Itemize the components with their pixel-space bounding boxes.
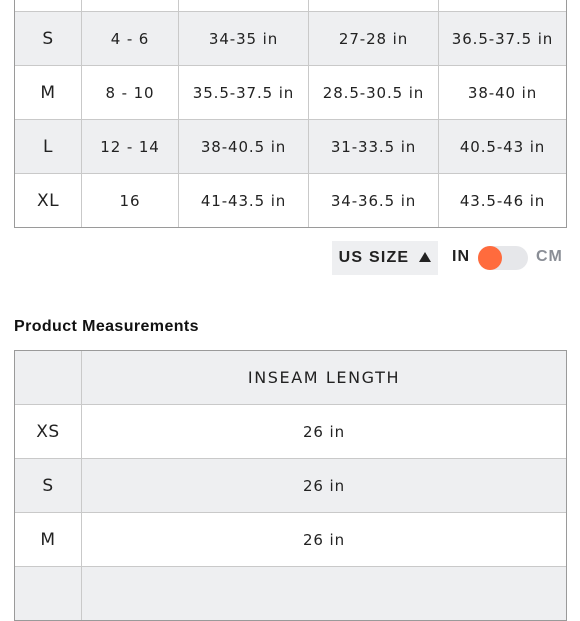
- us-size-cell: 8 - 10: [82, 66, 179, 120]
- size-cell: M: [15, 513, 82, 567]
- measurement-cell: 40.5-43 in: [439, 120, 567, 174]
- size-cell: S: [15, 12, 82, 66]
- section-heading: Product Measurements: [14, 318, 199, 335]
- table-row: [15, 12, 567, 66]
- corner-cell: [15, 351, 82, 405]
- table-row: [15, 120, 567, 174]
- table-row: [15, 66, 567, 120]
- table-row: [15, 0, 567, 12]
- size-system-dropdown[interactable]: [332, 241, 438, 275]
- caret-up-icon: [419, 252, 431, 262]
- table-row: [15, 513, 567, 567]
- size-cell: XL: [15, 174, 82, 228]
- size-cell: XS: [15, 405, 82, 459]
- unit-toggle[interactable]: [478, 246, 528, 270]
- product-measurements-table: [14, 350, 567, 621]
- table-cell: [309, 0, 439, 12]
- table-cell: [179, 0, 309, 12]
- inseam-cell: 26 in: [82, 459, 567, 513]
- measurement-cell: 36.5-37.5 in: [439, 12, 567, 66]
- us-size-cell: 4 - 6: [82, 12, 179, 66]
- table-row: [15, 174, 567, 228]
- table-row: [15, 459, 567, 513]
- measurement-cell: 43.5-46 in: [439, 174, 567, 228]
- inseam-cell: 26 in: [82, 513, 567, 567]
- measurement-cell: 28.5-30.5 in: [309, 66, 439, 120]
- unit-cm-label[interactable]: CM: [536, 248, 563, 265]
- size-cell: [15, 567, 82, 621]
- table-row: [15, 567, 567, 621]
- size-cell: [15, 0, 82, 12]
- measurement-cell: 41-43.5 in: [179, 174, 309, 228]
- size-cell: M: [15, 66, 82, 120]
- table-header-row: [15, 351, 567, 405]
- unit-in-label[interactable]: IN: [452, 248, 470, 265]
- us-size-cell: 12 - 14: [82, 120, 179, 174]
- measurement-cell: 31-33.5 in: [309, 120, 439, 174]
- inseam-cell: 26 in: [82, 405, 567, 459]
- size-system-label: US SIZE: [338, 249, 410, 266]
- table-row: [15, 405, 567, 459]
- size-controls: [332, 241, 563, 275]
- table-cell: [82, 0, 179, 12]
- toggle-knob: [478, 246, 502, 270]
- size-cell: S: [15, 459, 82, 513]
- size-chart-table: [14, 0, 567, 228]
- measurement-cell: 34-35 in: [179, 12, 309, 66]
- inseam-cell: [82, 567, 567, 621]
- measurement-cell: 34-36.5 in: [309, 174, 439, 228]
- measurement-cell: 38-40.5 in: [179, 120, 309, 174]
- column-header: INSEAM LENGTH: [82, 351, 567, 405]
- us-size-cell: 16: [82, 174, 179, 228]
- size-cell: L: [15, 120, 82, 174]
- measurement-cell: 35.5-37.5 in: [179, 66, 309, 120]
- measurement-cell: 38-40 in: [439, 66, 567, 120]
- table-cell: [439, 0, 567, 12]
- measurement-cell: 27-28 in: [309, 12, 439, 66]
